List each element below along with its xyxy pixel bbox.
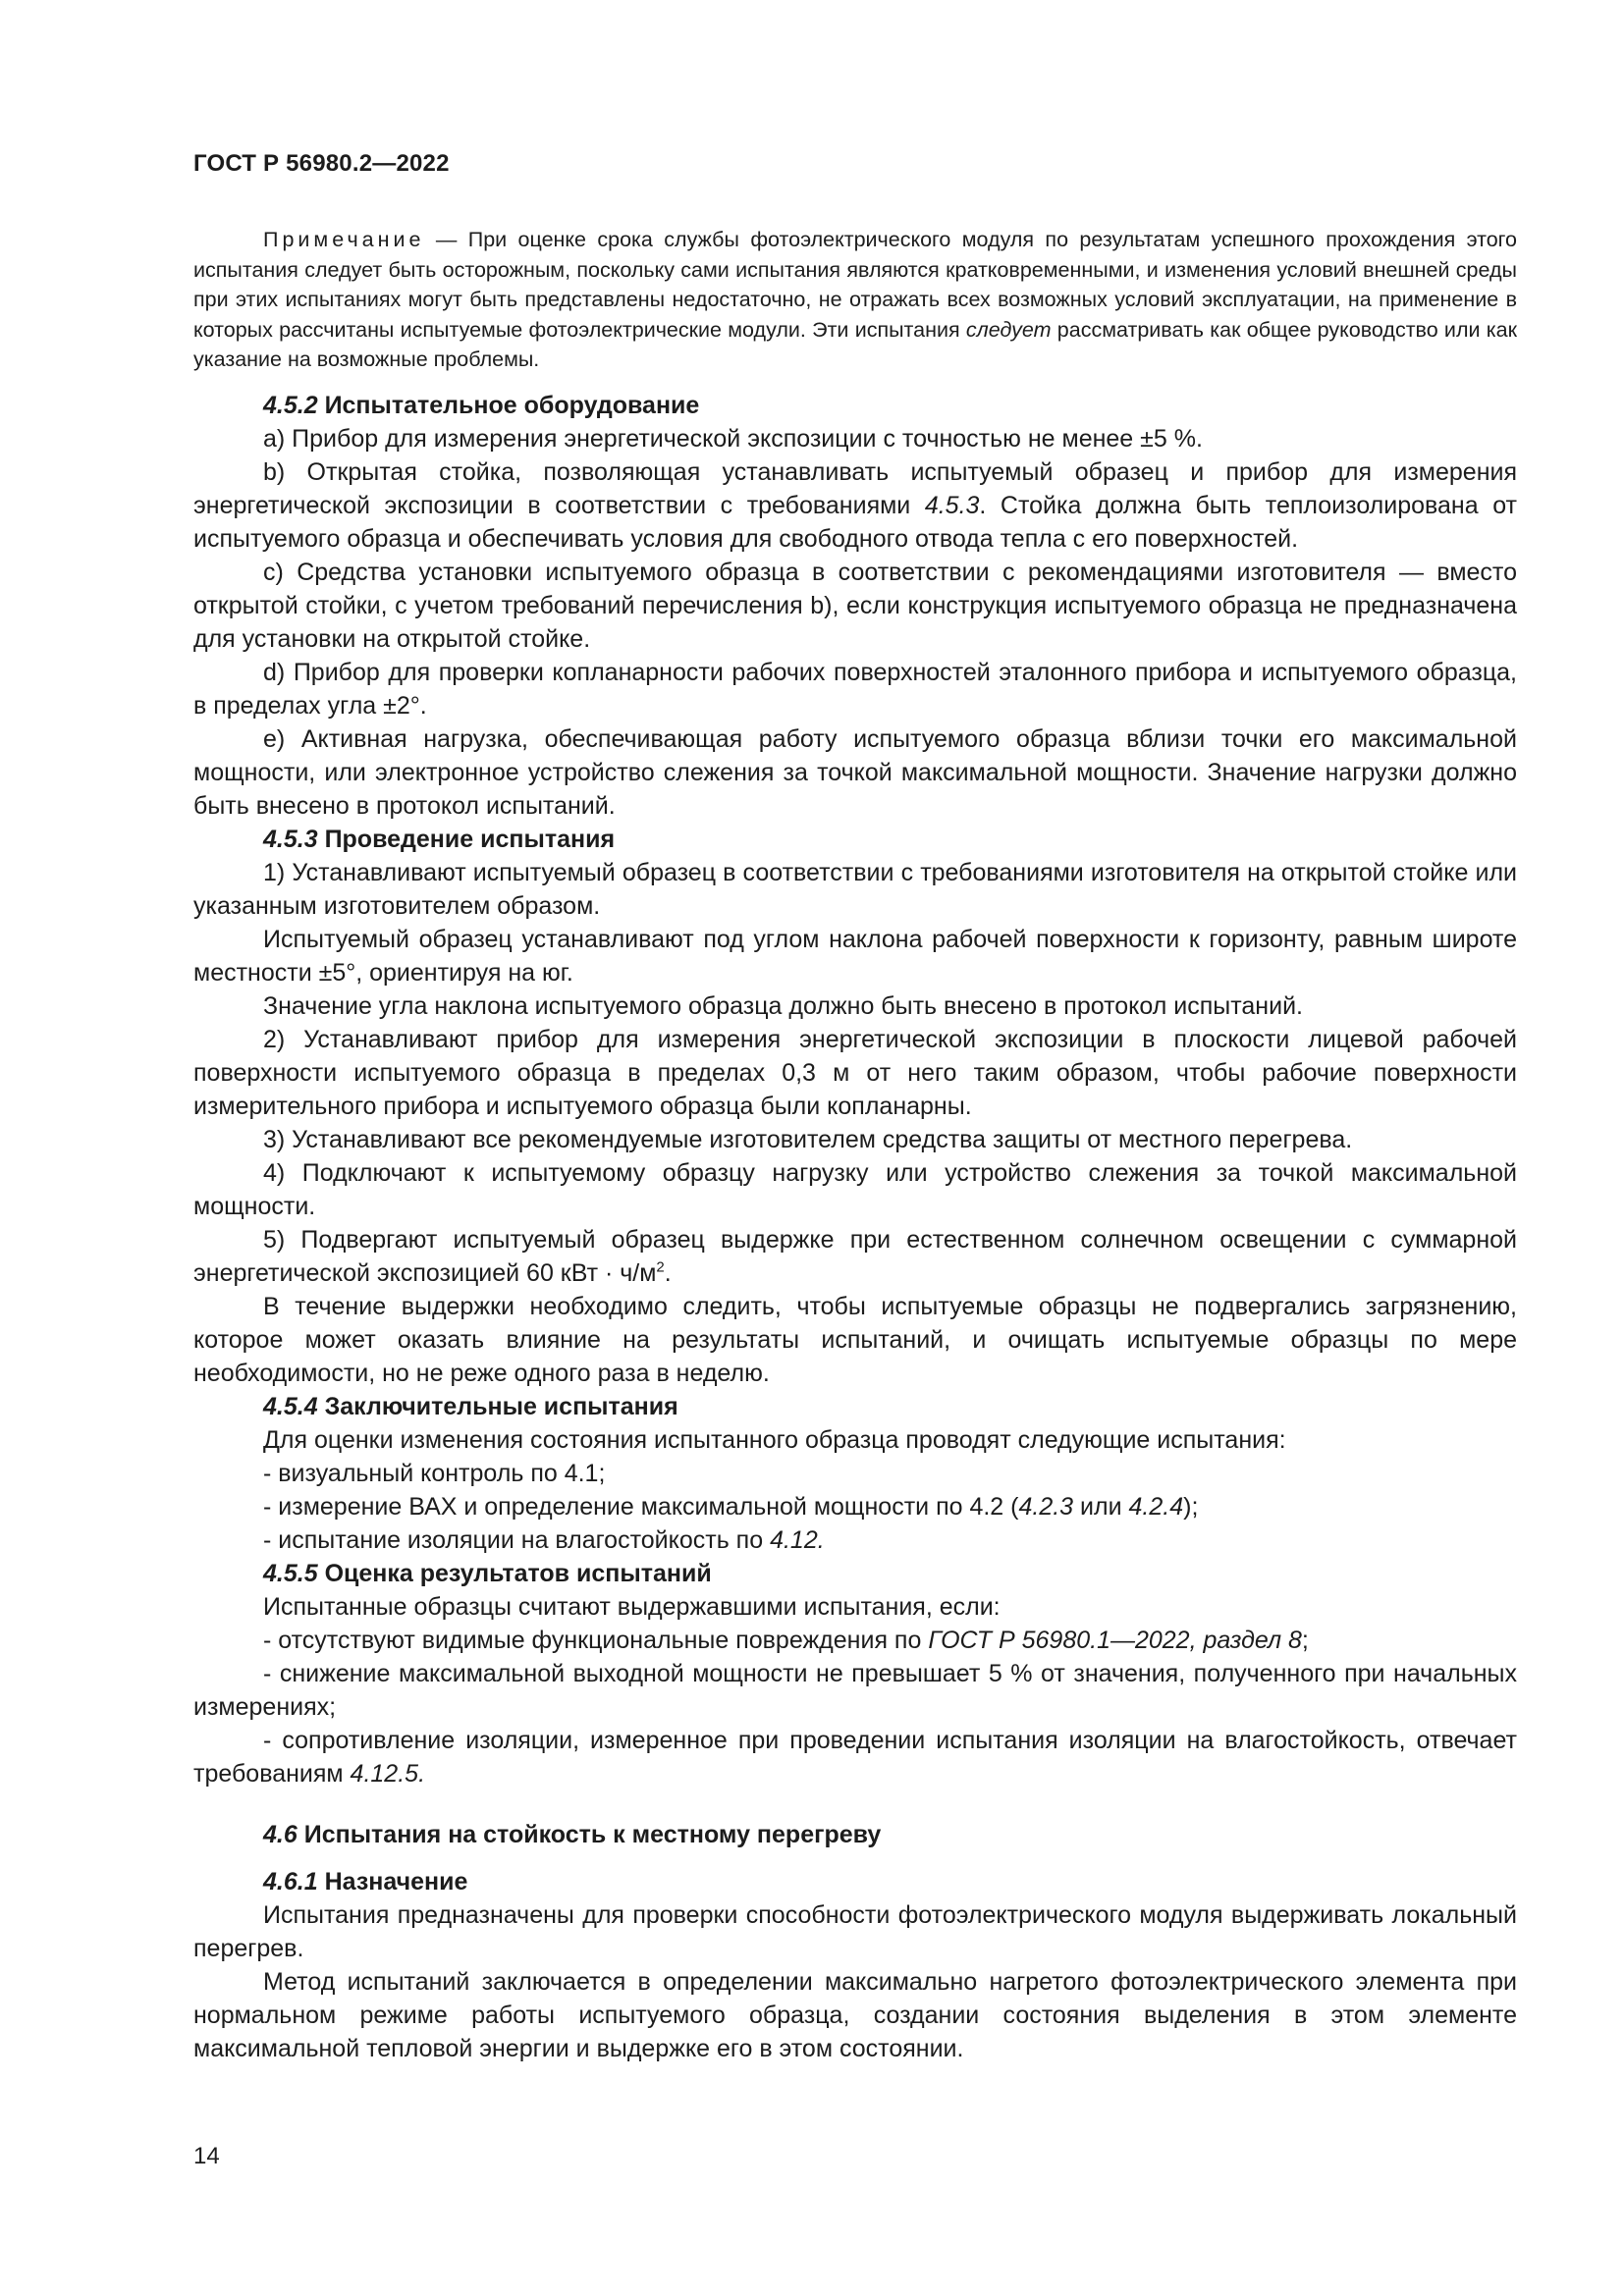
section-heading-4-6: 4.6 Испытания на стойкость к местному перегреву xyxy=(263,1820,882,1848)
section-heading-4-5-3: 4.5.3 Проведение испытания xyxy=(263,825,616,853)
paragraph: Для оценки изменения состояния испытанного образца проводят следующие испытания: xyxy=(263,1425,1286,1454)
paragraph: 3) Устанавливают все рекомендуемые изготовителем средства защиты от местного перегрева. xyxy=(263,1125,1353,1153)
paragraph: Испытания предназначены для проверки способности фотоэлектрического модуля выдерживать локальный перегрев. xyxy=(193,1900,1517,1962)
paragraph: 1) Устанавливают испытуемый образец в соответствии с требованиями изготовителя на открытой стойке или указанным изготовителем образом. xyxy=(193,858,1517,920)
list-item: - сопротивление изоляции, измеренное при проведении испытания изоляции на влагостойкость, отвечает требованиям 4.12.5. xyxy=(193,1726,1517,1788)
section-heading-4-5-5: 4.5.5 Оценка результатов испытаний xyxy=(263,1559,712,1587)
paragraph: Испытуемый образец устанавливают под углом наклона рабочей поверхности к горизонту, равным широте местности ±5°, ориентируя на юг. xyxy=(193,925,1517,987)
note: Примечание — При оценке срока службы фотоэлектрического модуля по результатам успешного прохождения этого испытания следует быть осторожным, поскольку сами испытания являются кратковременными, и изменения условий внешней среды при этих испытаниях могут быть представлены недостаточно, не отражать всех возможных условий эксплуатации, на применение в которых рассчитаны испытуемые фотоэлектрические модули. Эти испытания следует рассматривать как общее руководство или как указание на возможные проблемы. xyxy=(193,228,1518,371)
paragraph: Значение угла наклона испытуемого образца должно быть внесено в протокол испытаний. xyxy=(263,991,1303,1020)
paragraph: e) Активная нагрузка, обеспечивающая работу испытуемого образца вблизи точки его максимальной мощности, или электронное устройство слежения за точкой максимальной мощности. Значение нагрузки должно быть внесено в протокол испытаний. xyxy=(193,724,1517,820)
paragraph: b) Открытая стойка, позволяющая устанавливать испытуемый образец и прибор для измерения энергетической экспозиции в соответствии с требованиями 4.5.3. Стойка должна быть теплоизолирована от испытуемого образца и обеспечивать условия для свободного отвода тепла с его поверхностей. xyxy=(193,457,1518,553)
paragraph: 2) Устанавливают прибор для измерения энергетической экспозиции в плоскости лицевой рабочей поверхности испытуемого образца в пределах 0,3 м от него таким образом, чтобы рабочие поверхности измерительного прибора и испытуемого образца были копланарны. xyxy=(193,1025,1517,1120)
page-number: 14 xyxy=(193,2143,220,2169)
paragraph: Испытанные образцы считают выдержавшими испытания, если: xyxy=(263,1592,1001,1621)
paragraph: 4) Подключают к испытуемому образцу нагрузку или устройство слежения за точкой максимальной мощности. xyxy=(193,1158,1517,1220)
section-heading-4-5-4: 4.5.4 Заключительные испытания xyxy=(263,1392,678,1420)
paragraph: Метод испытаний заключается в определении максимально нагретого фотоэлектрического элемента при нормальном режиме работы испытуемого образца, создании состояния выделения в этом элементе максимальной тепловой энергии и выдержке его в этом состоянии. xyxy=(193,1967,1517,2062)
paragraph: d) Прибор для проверки копланарности рабочих поверхностей эталонного прибора и испытуемого образца, в пределах угла ±2°. xyxy=(193,658,1517,720)
section-heading-4-6-1: 4.6.1 Назначение xyxy=(263,1867,468,1896)
paragraph: c) Средства установки испытуемого образца в соответствии с рекомендациями изготовителя — вместо открытой стойки, с учетом требований перечисления b), если конструкция испытуемого образца не предназначена для установки на открытой стойке. xyxy=(193,558,1517,653)
section-heading-4-5-2: 4.5.2 Испытательное оборудование xyxy=(263,391,700,419)
paragraph: В течение выдержки необходимо следить, чтобы испытуемые образцы не подвергались загрязнению, которое может оказать влияние на результаты испытаний, и очищать испытуемые образцы по мере необходимости, но не реже одного раза в неделю. xyxy=(193,1292,1517,1387)
page-body xyxy=(193,225,1517,2065)
list-item: - визуальный контроль по 4.1; xyxy=(263,1459,606,1487)
list-item: - измерение ВАХ и определение максимальной мощности по 4.2 (4.2.3 или 4.2.4); xyxy=(263,1492,1199,1521)
list-item: - испытание изоляции на влагостойкость по 4.12. xyxy=(263,1525,825,1554)
document-code: ГОСТ Р 56980.2—2022 xyxy=(193,150,450,177)
paragraph: a) Прибор для измерения энергетической экспозиции с точностью не менее ±5 %. xyxy=(263,424,1203,453)
note-label: Примечание xyxy=(263,228,425,251)
paragraph: 5) Подвергают испытуемый образец выдержке при естественном солнечном освещении с суммарной энергетической экспозицией 60 кВт · $ч/м^2$. xyxy=(193,1225,1517,1287)
list-item: - отсутствуют видимые функциональные повреждения по ГОСТ Р 56980.1—2022, раздел 8; xyxy=(263,1626,1309,1654)
list-item: - снижение максимальной выходной мощности не превышает 5 % от значения, полученного при начальных измерениях; xyxy=(193,1659,1517,1721)
